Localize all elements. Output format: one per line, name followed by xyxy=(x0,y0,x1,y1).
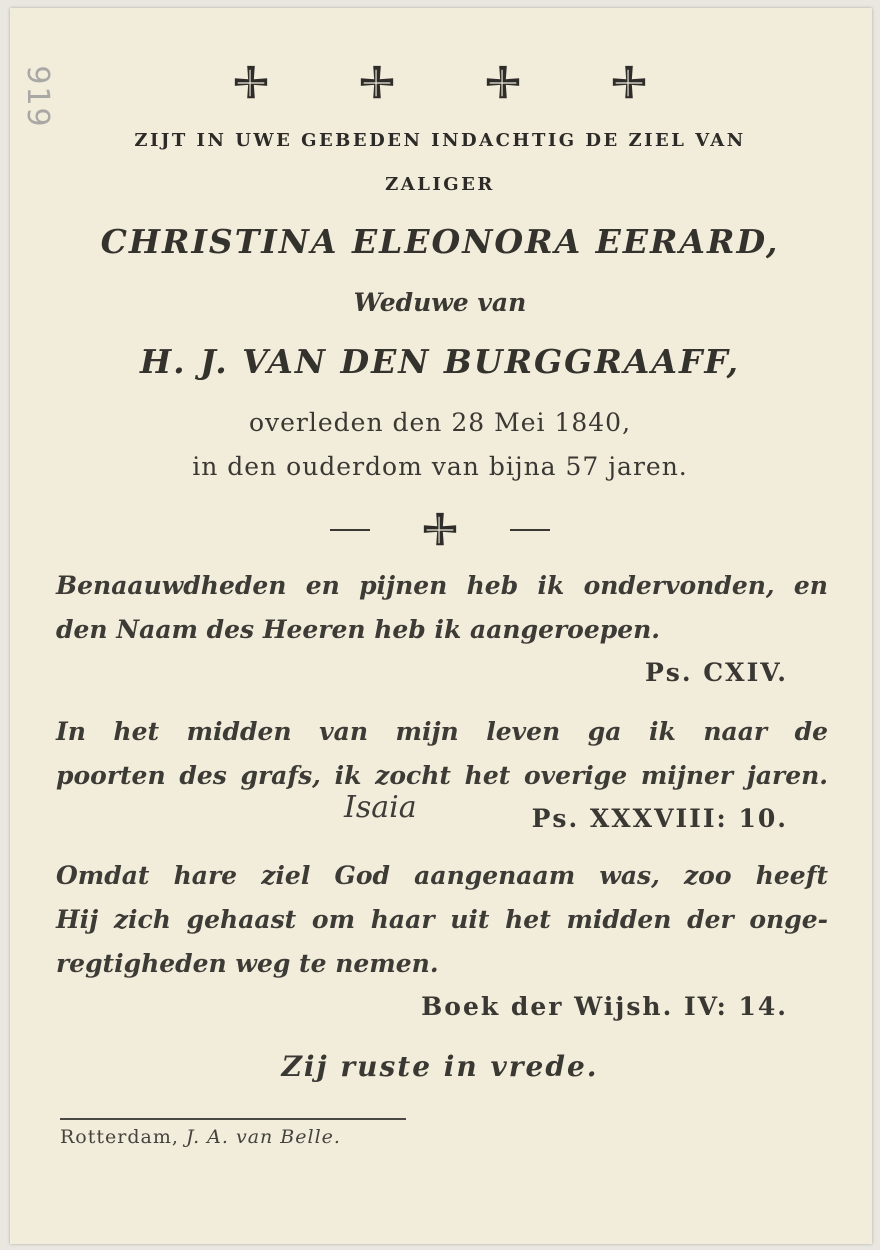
verse-line: den Naam des Heeren heb ik aangeroepen. xyxy=(56,615,660,644)
cross-row xyxy=(220,64,660,108)
verse-line: poorten des grafs, ik zocht het overige mijner jaren. xyxy=(56,761,828,790)
header-line-1: ZIJT IN UWE GEBEDEN INDACHTIG DE ZIEL VAN xyxy=(134,130,746,151)
death-date: overleden den 28 Mei 1840, xyxy=(248,408,632,437)
imprint-printer: J. A. van Belle. xyxy=(185,1126,341,1148)
verse-line: Hij zich gehaast om haar uit het midden der onge- xyxy=(56,905,828,934)
dash-left xyxy=(330,529,370,531)
deceased-name: CHRISTINA ELEONORA EERARD, xyxy=(100,222,780,261)
cross-icon xyxy=(358,64,396,102)
cross-icon xyxy=(484,64,522,102)
ornament-divider xyxy=(330,510,550,550)
footer-rule xyxy=(60,1118,406,1120)
verse-line: Omdat hare ziel God aangenaam was, zoo heeft xyxy=(56,861,828,890)
cross-icon xyxy=(610,64,648,102)
cross-icon xyxy=(421,511,459,549)
husband-name: H. J. VAN DEN BURGGRAAFF, xyxy=(139,342,741,381)
verse-line: regtigheden weg te nemen. xyxy=(56,949,439,978)
age-line: in den ouderdom van bijna 57 jaren. xyxy=(192,452,688,481)
widow-of: Weduwe van xyxy=(353,288,527,317)
dash-right xyxy=(510,529,550,531)
verse-reference: Ps. XXXVIII: 10. xyxy=(531,804,788,833)
header-line-2: ZALIGER xyxy=(385,174,495,195)
closing-blessing: Zij ruste in vrede. xyxy=(281,1050,599,1083)
cross-icon xyxy=(232,64,270,102)
verse-3 xyxy=(56,854,828,986)
handwritten-note: 919 xyxy=(20,65,56,129)
verse-reference: Boek der Wijsh. IV: 14. xyxy=(421,992,788,1021)
verse-reference: Ps. CXIV. xyxy=(645,658,788,687)
handwritten-signature: Isaia xyxy=(344,790,417,825)
imprint-place: Rotterdam, xyxy=(60,1126,179,1148)
printer-imprint xyxy=(60,1126,341,1148)
verse-1 xyxy=(56,564,828,652)
verse-line: Benaauwdheden en pijnen heb ik ondervonden, en xyxy=(56,571,828,600)
verse-line: In het midden van mijn leven ga ik naar de xyxy=(56,717,828,746)
verse-2 xyxy=(56,710,828,798)
